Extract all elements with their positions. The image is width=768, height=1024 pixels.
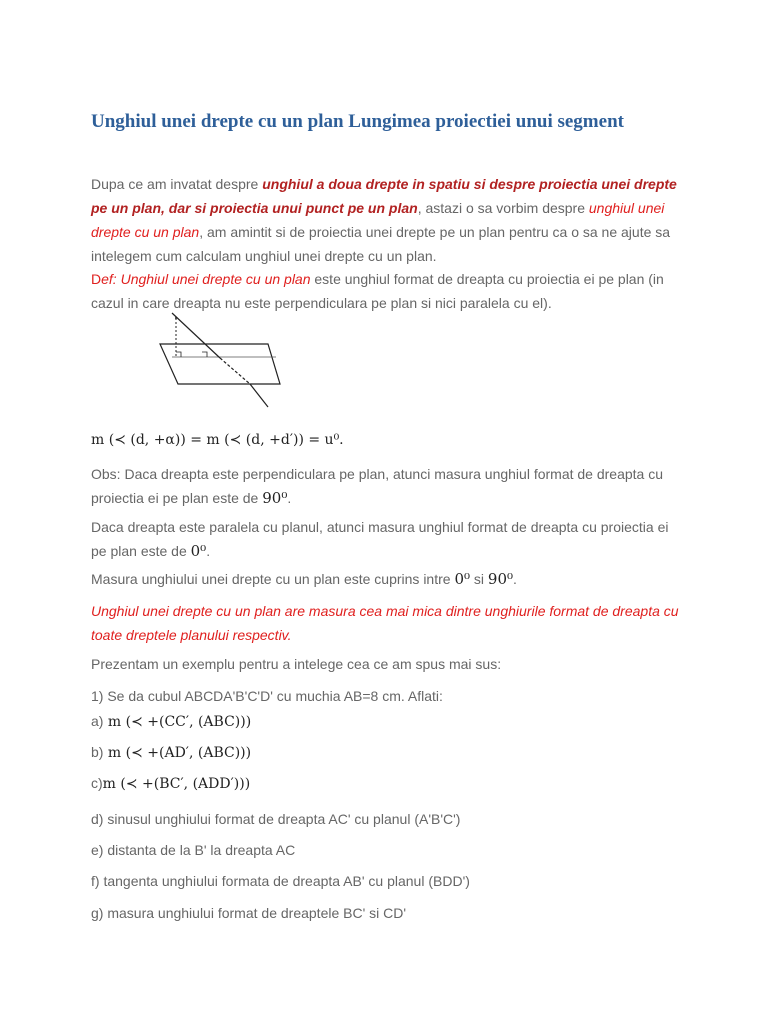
range-math-2: 90⁰ xyxy=(487,570,514,588)
range-end: . xyxy=(513,571,517,587)
intro-paragraph xyxy=(91,172,681,268)
item-c xyxy=(91,775,250,792)
problem-statement: 1) Se da cubul ABCDA'B'C'D' cu muchia AB=8 cm. Aflati: xyxy=(91,688,443,704)
item-e: e) distanta de la B' la dreapta AC xyxy=(91,842,296,858)
item-a xyxy=(91,713,251,730)
item-c-math: m (≺ +(BC′, (ADD′))) xyxy=(102,776,251,792)
rule-paragraph: Unghiul unei drepte cu un plan are masura cea mai mica dintre unghiurile format de dreapta cu toate dreptele planului respectiv. xyxy=(91,603,679,643)
point-mark xyxy=(175,317,177,319)
range-text-1: Masura unghiului unei drepte cu un plan este cuprins intre xyxy=(91,571,455,587)
parallel-math: 0⁰ xyxy=(190,542,207,560)
item-a-letter: a) xyxy=(91,713,104,729)
item-c-letter: c) xyxy=(91,775,103,791)
plane-shape xyxy=(160,344,280,384)
obs-math: 90⁰ xyxy=(262,489,288,507)
oblique-line-lower xyxy=(250,384,268,407)
obs-paragraph xyxy=(91,462,681,510)
definition-text: este unghiul format de dreapta cu proiectia ei pe plan (in cazul in care dreapta nu este perpendiculara pe plan si nici paralela cu el). xyxy=(91,271,664,311)
parallel-paragraph xyxy=(91,515,681,563)
right-angle-mark-1 xyxy=(176,352,181,357)
definition-term: ef: Unghiul unei drepte cu un plan xyxy=(101,271,311,287)
main-formula: m (≺ (d, +α)) = m (≺ (d, +d′)) = u⁰. xyxy=(91,432,344,448)
intro-highlight-red: unghiul unei drepte cu un plan xyxy=(91,200,665,240)
range-text-2: si xyxy=(470,571,488,587)
oblique-line-hidden xyxy=(220,358,250,384)
page-title: Unghiul unei drepte cu un plan Lungimea proiectiei unui segment xyxy=(91,111,624,132)
item-b xyxy=(91,744,251,761)
item-f: f) tangenta unghiului formata de dreapta AB' cu planul (BDD') xyxy=(91,873,470,889)
item-b-math: m (≺ +(AD′, (ABC))) xyxy=(107,745,252,761)
intro-text-3: , am amintit si de proiectia unei drepte pe un plan pentru ca o sa ne ajute sa intelegem cum calculam unghiul unei drepte cu un plan. xyxy=(91,224,671,264)
obs-text: Obs: Daca dreapta este perpendiculara pe plan, atunci masura unghiul format de dreapta cu proiectia ei pe plan este de xyxy=(91,466,664,506)
item-d: d) sinusul unghiului format de dreapta AC' cu planul (A'B'C') xyxy=(91,811,461,827)
right-angle-mark-2 xyxy=(202,352,207,357)
parallel-end: . xyxy=(206,543,211,559)
item-g: g) masura unghiului format de dreaptele BC' si CD' xyxy=(91,905,407,921)
item-a-math: m (≺ +(CC′, (ABC))) xyxy=(107,714,252,730)
definition-initial: D xyxy=(91,271,102,287)
range-math-1: 0⁰ xyxy=(454,570,471,588)
obs-end: . xyxy=(287,490,292,506)
example-intro: Prezentam un exemplu pentru a intelege cea ce am spus mai sus: xyxy=(91,656,502,672)
item-b-letter: b) xyxy=(91,744,104,760)
oblique-line-upper xyxy=(172,313,220,358)
range-paragraph xyxy=(91,567,681,591)
intro-text-1: Dupa ce am invatat despre xyxy=(91,176,263,192)
intro-text-2: , astazi o sa vorbim despre xyxy=(417,200,589,216)
intro-highlight-bold: unghiul a doua drepte in spatiu si despre proiectia unei drepte pe un plan, dar si proiectia unui punct pe un plan xyxy=(91,176,677,216)
parallel-text: Daca dreapta este paralela cu planul, atunci masura unghiul format de dreapta cu proiectia ei pe plan este de xyxy=(91,519,669,559)
plane-line-figure xyxy=(150,308,290,413)
